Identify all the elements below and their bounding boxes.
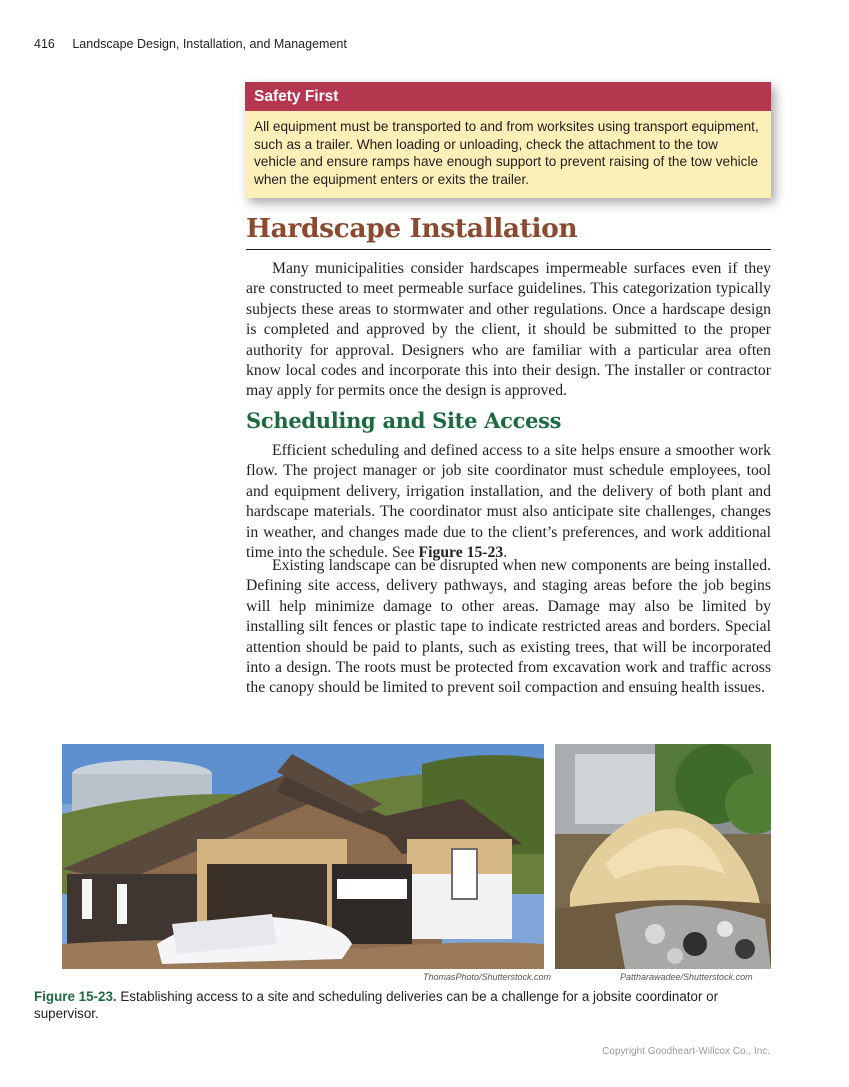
paragraph-end: . <box>503 544 508 562</box>
figure-reference: Figure 15-23 <box>418 544 504 562</box>
book-title: Landscape Design, Installation, and Management <box>72 37 347 51</box>
caption-text: Establishing access to a site and scheduling deliveries can be a challenge for a jobsite coordinator or supervisor. <box>34 989 719 1021</box>
safety-box-text: All equipment must be transported to and from worksites using transport equipment, such as a trailer. When loading or unloading, check the attachment to the tow vehicle and ensure ramps have enough support to prevent raising of the tow vehicle when the equipment enters or exits the trailer. <box>254 119 759 187</box>
paragraph-text: Efficient scheduling and defined access to a site helps ensure a smoother work flow. The project manager or job site coordinator must schedule employees, tool and equipment delivery, irrigation installation, and the delivery of both plant and hardscape materials. The coordinator must also anticipate site challenges, changes in weather, and changes made due to the client’s preferences, and work additional time into the schedule. See <box>246 442 771 562</box>
subsection-paragraph-1 <box>246 441 771 563</box>
running-head <box>34 37 347 51</box>
safety-box-title: Safety First <box>245 82 771 111</box>
page-number: 416 <box>34 37 55 51</box>
figure-label: Figure 15-23. <box>34 989 117 1004</box>
copyright-notice: Copyright Goodheart-Willcox Co., Inc. <box>602 1046 770 1057</box>
subsection-heading: Scheduling and Site Access <box>246 408 562 433</box>
figure-caption <box>34 989 774 1022</box>
section-paragraph: Many municipalities consider hardscapes impermeable surfaces even if they are constructed to meet permeable surface guidelines. This categorization typically subjects these areas to stormwater and other regulations. Once a hardscape design is completed and approved by the client, it should be submitted to the proper authority for approval. Designers who are familiar with a particular area often know local codes and incorporate this into their design. The installer or contractor may apply for permits once the design is approved. <box>246 260 771 400</box>
section-heading: Hardscape Installation <box>246 213 771 250</box>
sand-pile-photo <box>555 744 771 969</box>
photo-2-credit: Pattharawadee/Shutterstock.com <box>620 972 753 982</box>
safety-first-box <box>245 82 771 198</box>
photo-1-credit: ThomasPhoto/Shutterstock.com <box>423 972 552 982</box>
subsection-paragraph-2: Existing landscape can be disrupted when new components are being installed. Defining site access, delivery pathways, and staging areas before the job begins will help minimize damage to other areas. Damage may also be limited by installing silt fences or plastic tape to indicate restricted areas and borders. Special attention should be paid to plants, such as existing trees, that will be incorporated into a design. The roots must be protected from excavation work and traffic across the canopy should be limited to prevent soil compaction and ensuing health issues. <box>246 557 771 697</box>
house-construction-photo <box>62 744 544 969</box>
